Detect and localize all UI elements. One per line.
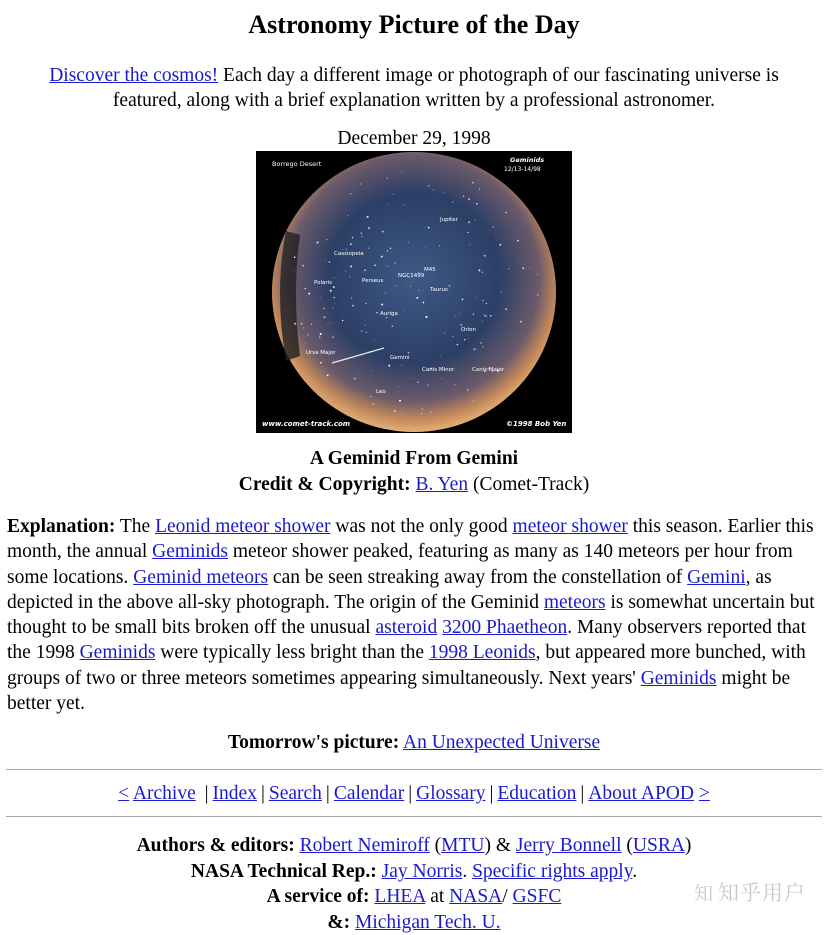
about-apod-link[interactable]: About APOD bbox=[588, 783, 694, 805]
star-dot bbox=[352, 305, 354, 307]
star-dot bbox=[473, 313, 474, 314]
star-dot bbox=[395, 285, 396, 286]
star-dot bbox=[326, 239, 327, 240]
explanation-text: . Many observers reported that the 1998 bbox=[7, 617, 807, 664]
picture-date: December 29, 1998 bbox=[337, 128, 491, 149]
service-label: A service of: bbox=[266, 886, 370, 908]
star-dot bbox=[381, 304, 383, 306]
star-label: M45 bbox=[424, 267, 436, 273]
star-dot bbox=[388, 365, 390, 367]
all-sky-photo bbox=[256, 151, 572, 433]
star-dot bbox=[328, 261, 330, 263]
explanation-text: this season. Earlier this month, the annual bbox=[7, 516, 814, 563]
page-title: Astronomy Picture of the Day bbox=[248, 10, 580, 39]
star-dot bbox=[381, 256, 383, 258]
star-label: Canis Minor bbox=[422, 367, 455, 373]
star-dot bbox=[398, 386, 399, 387]
discover-cosmos-link[interactable]: Discover the cosmos! bbox=[49, 65, 219, 86]
tomorrow-link[interactable]: An Unexpected Universe bbox=[403, 732, 601, 754]
star-label: Perseus bbox=[362, 278, 384, 284]
apod-image[interactable] bbox=[256, 151, 572, 433]
star-dot bbox=[304, 288, 306, 290]
explanation-text: is somewhat uncertain but thought to be small bits broken off the unusual bbox=[7, 591, 815, 639]
explanation-text: were typically less bright than the bbox=[155, 642, 429, 664]
star-dot bbox=[393, 194, 394, 195]
explanation-label: Explanation: bbox=[7, 516, 116, 537]
nav-separator: | bbox=[325, 783, 330, 805]
star-dot bbox=[365, 303, 366, 304]
star-dot bbox=[362, 236, 363, 237]
star-dot bbox=[382, 231, 384, 233]
nasa-link[interactable]: NASA bbox=[449, 886, 503, 908]
star-dot bbox=[334, 303, 335, 304]
star-label: Gemini bbox=[390, 355, 410, 361]
star-dot bbox=[482, 321, 483, 322]
footer-text: at bbox=[425, 886, 450, 908]
star-dot bbox=[431, 412, 432, 413]
star-dot bbox=[490, 315, 492, 317]
star-dot bbox=[385, 293, 386, 294]
watermark bbox=[694, 881, 806, 907]
image-label-location: Borrego Desert bbox=[272, 160, 322, 168]
star-dot bbox=[484, 315, 485, 316]
star-dot bbox=[350, 265, 352, 267]
star-dot bbox=[394, 262, 395, 263]
geminids-link-3[interactable]: Geminids bbox=[640, 667, 717, 689]
star-dot bbox=[373, 403, 375, 405]
star-dot bbox=[417, 381, 419, 383]
star-dot bbox=[505, 308, 507, 310]
star-label: Ursa Major bbox=[306, 350, 336, 356]
star-dot bbox=[399, 400, 401, 402]
star-dot bbox=[370, 396, 371, 397]
lhea-link[interactable]: LHEA bbox=[374, 886, 426, 908]
star-dot bbox=[482, 272, 483, 273]
star-dot bbox=[520, 321, 522, 323]
star-dot bbox=[464, 339, 465, 340]
nav-separator: | bbox=[408, 783, 413, 805]
star-dot bbox=[457, 344, 459, 346]
star-dot bbox=[459, 313, 460, 314]
star-dot bbox=[473, 348, 475, 350]
star-dot bbox=[360, 332, 361, 333]
star-dot bbox=[428, 185, 430, 187]
star-dot bbox=[294, 256, 296, 258]
star-dot bbox=[311, 324, 312, 325]
footer-rep: NASA Technical Rep.: Jay Norris. Specific rights apply. bbox=[190, 860, 638, 882]
star-dot bbox=[307, 334, 308, 335]
star-dot bbox=[294, 270, 295, 271]
star-dot bbox=[478, 269, 480, 271]
star-label: NGC1499 bbox=[398, 273, 425, 279]
star-dot bbox=[364, 269, 366, 271]
nav-separator: | bbox=[489, 783, 494, 805]
star-dot bbox=[422, 409, 423, 410]
star-dot bbox=[463, 196, 464, 197]
star-dot bbox=[404, 204, 405, 205]
star-label: Jupiter bbox=[440, 217, 458, 223]
meteors-link[interactable]: meteors bbox=[543, 591, 606, 613]
star-dot bbox=[401, 172, 402, 173]
star-dot bbox=[319, 336, 321, 338]
author-bonnell-link[interactable]: Jerry Bonnell bbox=[515, 835, 622, 857]
star-dot bbox=[486, 303, 488, 305]
star-dot bbox=[387, 266, 388, 267]
star-dot bbox=[485, 316, 486, 317]
star-dot bbox=[452, 201, 453, 202]
star-dot bbox=[475, 220, 476, 221]
star-dot bbox=[468, 198, 470, 200]
star-dot bbox=[517, 346, 518, 347]
star-dot bbox=[460, 324, 462, 326]
star-dot bbox=[472, 182, 474, 184]
star-dot bbox=[454, 384, 455, 385]
star-dot bbox=[401, 413, 402, 414]
archive-link[interactable]: Archive bbox=[132, 783, 196, 805]
star-dot bbox=[361, 330, 363, 332]
star-dot bbox=[470, 244, 471, 245]
star-dot bbox=[320, 297, 321, 298]
star-dot bbox=[484, 255, 486, 257]
star-dot bbox=[423, 302, 425, 304]
star-dot bbox=[488, 233, 489, 234]
author-nemiroff-link[interactable]: Robert Nemiroff bbox=[299, 835, 430, 857]
star-dot bbox=[374, 264, 376, 266]
star-dot bbox=[441, 378, 442, 379]
star-dot bbox=[342, 249, 343, 250]
star-dot bbox=[379, 412, 380, 413]
nav-separator: | bbox=[580, 783, 585, 805]
phaetheon-link[interactable]: 3200 Phaetheon bbox=[442, 617, 568, 639]
star-dot bbox=[482, 346, 483, 347]
star-dot bbox=[410, 286, 411, 287]
explanation-text: was not the only good bbox=[330, 516, 513, 537]
star-label: Leo bbox=[376, 389, 386, 395]
star-dot bbox=[303, 327, 304, 328]
star-dot bbox=[479, 188, 480, 189]
star-dot bbox=[467, 389, 469, 391]
star-dot bbox=[332, 336, 334, 338]
star-dot bbox=[390, 247, 392, 249]
star-dot bbox=[506, 212, 507, 213]
star-dot bbox=[348, 215, 349, 216]
star-dot bbox=[374, 340, 375, 341]
star-dot bbox=[317, 241, 319, 243]
star-label: Polaris bbox=[314, 280, 333, 286]
star-dot bbox=[428, 227, 430, 229]
credit-label: Credit & Copyright: bbox=[238, 474, 411, 495]
explanation-text: , but appeared more bunched, with groups of two or three meteors sometimes appearing simultaneously. Next years' bbox=[7, 642, 806, 689]
amp-label: &: bbox=[327, 911, 351, 933]
next-link[interactable]: > bbox=[698, 783, 710, 805]
star-dot bbox=[425, 316, 427, 318]
star-dot bbox=[346, 249, 347, 250]
star-dot bbox=[508, 268, 509, 269]
explanation-text: can be seen streaking away from the constellation of bbox=[268, 566, 688, 588]
rights-link[interactable]: Specific rights apply bbox=[472, 860, 633, 882]
footer-text: & bbox=[490, 835, 516, 857]
star-label: Canis Major bbox=[472, 367, 505, 373]
star-dot bbox=[345, 271, 346, 272]
explanation-text: meteor shower peaked, featuring as many as 140 meteors per hour from some locations. bbox=[7, 541, 793, 588]
star-dot bbox=[352, 237, 353, 238]
star-dot bbox=[351, 193, 352, 194]
geminids-link[interactable]: Geminids bbox=[152, 541, 228, 563]
star-dot bbox=[468, 221, 470, 223]
star-dot bbox=[325, 259, 326, 260]
star-dot bbox=[330, 290, 332, 292]
star-dot bbox=[320, 333, 322, 335]
star-dot bbox=[419, 290, 420, 291]
star-dot bbox=[517, 240, 519, 242]
star-dot bbox=[388, 204, 389, 205]
prev-link[interactable]: < bbox=[118, 783, 130, 805]
star-dot bbox=[350, 243, 352, 245]
education-link[interactable]: Education bbox=[497, 783, 577, 805]
nav-separator: | bbox=[260, 783, 265, 805]
star-dot bbox=[537, 294, 539, 296]
star-dot bbox=[449, 285, 451, 287]
star-dot bbox=[302, 265, 304, 267]
search-link[interactable]: Search bbox=[268, 783, 322, 805]
star-dot bbox=[425, 313, 426, 314]
star-dot bbox=[467, 232, 468, 233]
star-dot bbox=[305, 343, 306, 344]
divider bbox=[6, 769, 822, 770]
star-dot bbox=[330, 323, 331, 324]
star-dot bbox=[433, 189, 434, 190]
index-link[interactable]: Index bbox=[212, 783, 257, 805]
intro-paragraph bbox=[30, 63, 798, 113]
gemini-link[interactable]: Gemini bbox=[687, 566, 746, 588]
star-dot bbox=[517, 258, 518, 259]
star-dot bbox=[468, 338, 469, 339]
image-label-copyright: ©1998 Bob Yen bbox=[506, 420, 567, 428]
star-dot bbox=[475, 297, 476, 298]
image-label-title: Geminids bbox=[510, 156, 545, 164]
star-dot bbox=[360, 184, 361, 185]
rep-link[interactable]: Jay Norris bbox=[381, 860, 463, 882]
image-label-dates: 12/13-14/98 bbox=[504, 166, 541, 173]
explanation-text: The bbox=[115, 516, 156, 537]
picture-title: A Geminid From Gemini bbox=[309, 448, 519, 469]
star-dot bbox=[462, 299, 464, 301]
star-dot bbox=[476, 203, 478, 205]
star-dot bbox=[387, 178, 388, 179]
picture-credit bbox=[0, 472, 828, 498]
explanation-text: might be better yet. bbox=[7, 667, 791, 715]
star-dot bbox=[308, 293, 310, 295]
star-label: Orion bbox=[461, 327, 476, 333]
michigan-tech-link[interactable]: Michigan Tech. U. bbox=[355, 911, 501, 933]
star-dot bbox=[473, 400, 474, 401]
star-dot bbox=[402, 334, 403, 335]
star-dot bbox=[365, 325, 366, 326]
star-dot bbox=[412, 378, 413, 379]
tomorrow-label: Tomorrow's picture: bbox=[227, 732, 400, 754]
star-dot bbox=[351, 297, 352, 298]
rep-label: NASA Technical Rep.: bbox=[190, 860, 377, 882]
star-dot bbox=[427, 384, 429, 386]
gsfc-link[interactable]: GSFC bbox=[512, 886, 562, 908]
star-label: Auriga bbox=[380, 311, 398, 317]
geminids-link-2[interactable]: Geminids bbox=[79, 642, 156, 664]
star-dot bbox=[354, 378, 356, 380]
star-dot bbox=[529, 268, 530, 269]
star-dot bbox=[323, 308, 325, 310]
star-dot bbox=[368, 227, 370, 229]
star-dot bbox=[391, 325, 393, 327]
star-dot bbox=[320, 362, 322, 364]
star-dot bbox=[387, 250, 389, 252]
star-dot bbox=[443, 192, 444, 193]
nav-separator: | bbox=[204, 783, 209, 805]
star-dot bbox=[444, 333, 445, 334]
star-dot bbox=[408, 242, 409, 243]
star-dot bbox=[452, 336, 453, 337]
intro-text: Each day a different image or photograph of our fascinating universe is featured, along with a brief explanation written by a professional astronomer. bbox=[112, 65, 779, 111]
star-dot bbox=[499, 244, 501, 246]
star-dot bbox=[386, 317, 387, 318]
star-dot bbox=[500, 269, 501, 270]
star-dot bbox=[455, 315, 456, 316]
footer-mtu bbox=[0, 910, 828, 935]
usra-link[interactable]: USRA bbox=[632, 835, 685, 857]
star-dot bbox=[327, 324, 328, 325]
star-dot bbox=[342, 320, 343, 321]
star-dot bbox=[323, 316, 325, 318]
star-dot bbox=[358, 374, 359, 375]
star-dot bbox=[482, 300, 484, 302]
star-dot bbox=[493, 226, 494, 227]
star-dot bbox=[408, 352, 410, 354]
star-dot bbox=[480, 342, 482, 344]
star-dot bbox=[370, 351, 371, 352]
star-dot bbox=[372, 370, 373, 371]
star-dot bbox=[349, 194, 350, 195]
star-label: Cassiopeia bbox=[334, 251, 364, 257]
credit-suffix: (Comet-Track) bbox=[468, 474, 590, 495]
star-dot bbox=[401, 365, 402, 366]
leonid-meteor-shower-link[interactable]: Leonid meteor shower bbox=[155, 516, 331, 537]
star-label: Taurus bbox=[430, 287, 448, 293]
zhihu-icon: 知 bbox=[693, 883, 714, 905]
mtu-link[interactable]: MTU bbox=[441, 835, 485, 857]
star-dot bbox=[501, 291, 502, 292]
star-dot bbox=[466, 283, 467, 284]
star-dot bbox=[366, 332, 367, 333]
glossary-link[interactable]: Glossary bbox=[416, 783, 486, 805]
star-dot bbox=[404, 310, 405, 311]
star-dot bbox=[385, 265, 386, 266]
star-dot bbox=[368, 247, 369, 248]
star-dot bbox=[360, 232, 362, 234]
explanation-text: , as depicted in the above all-sky photograph. The origin of the Geminid bbox=[7, 566, 772, 613]
leonids-1998-link[interactable]: 1998 Leonids bbox=[428, 642, 536, 664]
star-dot bbox=[415, 379, 416, 380]
star-dot bbox=[354, 242, 355, 243]
star-dot bbox=[367, 216, 369, 218]
star-dot bbox=[536, 274, 537, 275]
explanation-paragraph bbox=[7, 514, 821, 716]
authors-label: Authors & editors: bbox=[136, 835, 295, 857]
divider bbox=[6, 816, 822, 817]
asteroid-link[interactable]: asteroid bbox=[375, 617, 438, 639]
star-dot bbox=[440, 355, 441, 356]
credit-author-link[interactable]: B. Yen bbox=[415, 474, 469, 495]
star-dot bbox=[334, 297, 335, 298]
star-dot bbox=[421, 413, 422, 414]
star-dot bbox=[423, 290, 424, 291]
star-dot bbox=[332, 307, 333, 308]
watermark-text: 知乎用户 bbox=[718, 881, 806, 905]
tomorrow-section bbox=[0, 730, 828, 755]
star-dot bbox=[301, 323, 303, 325]
star-dot bbox=[439, 245, 440, 246]
star-dot bbox=[333, 286, 335, 288]
star-dot bbox=[407, 283, 408, 284]
star-dot bbox=[403, 222, 404, 223]
footer-authors: Authors & editors: Robert Nemiroff (MTU) & Jerry Bonnell (USRA) bbox=[136, 835, 692, 857]
calendar-link[interactable]: Calendar bbox=[333, 783, 405, 805]
navigation-bar bbox=[0, 781, 828, 806]
image-label-website: www.comet-track.com bbox=[262, 420, 351, 428]
star-dot bbox=[394, 410, 396, 412]
geminid-meteors-link[interactable]: Geminid meteors bbox=[133, 566, 269, 588]
star-dot bbox=[334, 277, 335, 278]
star-dot bbox=[349, 276, 350, 277]
star-dot bbox=[376, 312, 378, 314]
star-dot bbox=[522, 267, 524, 269]
star-dot bbox=[416, 297, 418, 299]
footer-service: A service of: LHEA at NASA/ GSFC bbox=[266, 886, 562, 908]
star-dot bbox=[294, 323, 296, 325]
meteor-shower-link[interactable]: meteor shower bbox=[512, 516, 628, 537]
star-dot bbox=[327, 375, 329, 377]
star-dot bbox=[425, 247, 426, 248]
